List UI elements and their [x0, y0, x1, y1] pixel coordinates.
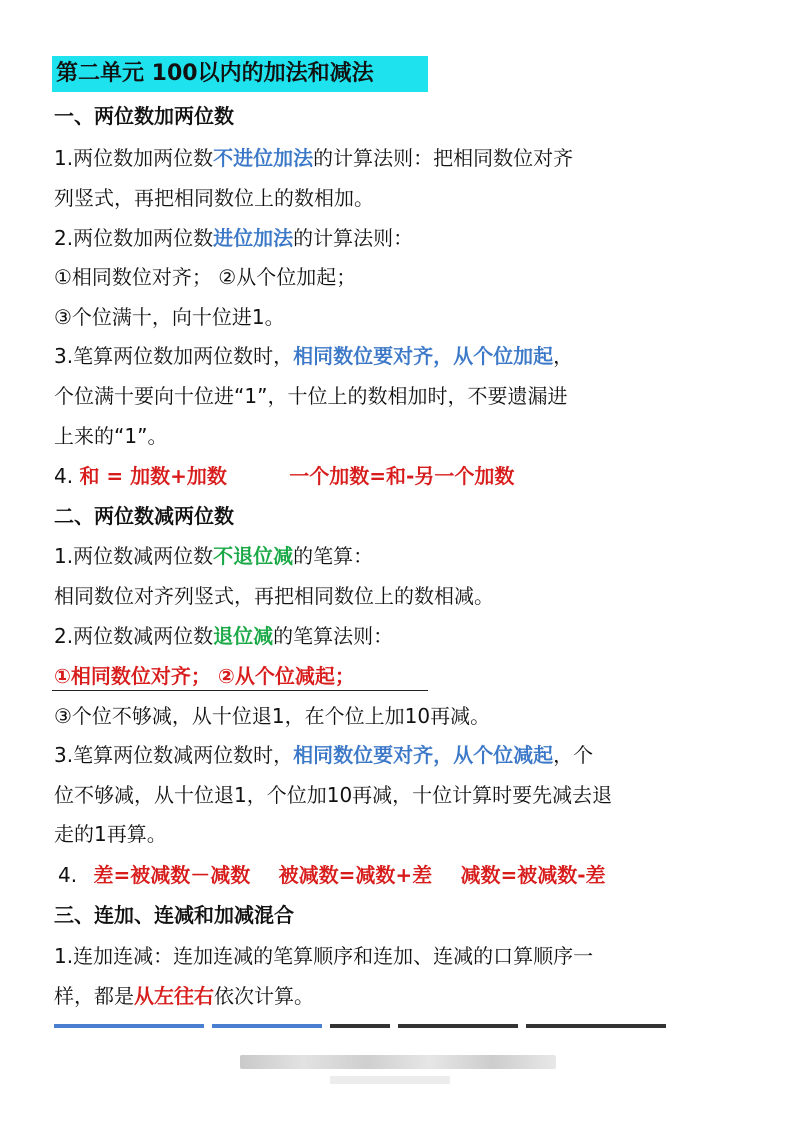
s1-line-1 [54, 144, 573, 172]
s1-line-4: ①相同数位对齐； ②从个位加起； [54, 265, 357, 289]
s2-line-2: 相同数位对齐列竖式，再把相同数位上的数相减。 [54, 584, 494, 608]
text: 1.两位数加两位数 [54, 146, 214, 170]
text: 2.两位数加两位数 [54, 226, 214, 250]
s1-line-8: 上来的“1”。 [54, 424, 168, 448]
s2-line-4: ①相同数位对齐； ②从个位减起； [54, 664, 355, 688]
s1-line-5: ③个位满十，向十位进1。 [54, 305, 285, 329]
underline-rule [52, 690, 428, 691]
text: ， [553, 344, 574, 368]
blurred-footer [240, 1055, 556, 1069]
text: 3.笔算两位数减两位数时， [54, 743, 294, 767]
s1-line-7: 个位满十要向十位进“1”，十位上的数相加时，不要遗漏进 [54, 384, 568, 408]
highlight-term: 进位加法 [213, 226, 294, 250]
s2-line-1 [54, 542, 373, 570]
s1-line-2: 列竖式，再把相同数位上的数相加。 [54, 186, 374, 210]
section-heading-3: 三、连加、连减和加减混合 [54, 903, 294, 927]
text: 样，都是 [54, 984, 134, 1008]
s1-line-6 [54, 342, 573, 370]
highlight-term: 不退位减 [213, 544, 294, 568]
text: 依次计算。 [214, 984, 314, 1008]
highlight-term: 从个位加起 [453, 344, 554, 368]
formula-minuend: 被减数=减数+差 [278, 863, 433, 887]
text: 3.笔算两位数加两位数时， [54, 344, 294, 368]
page-title: 第二单元 100以内的加法和减法 [56, 61, 374, 86]
text: 的笔算法则： [273, 624, 394, 648]
text: 1.两位数减两位数 [54, 544, 214, 568]
section-heading-1: 一、两位数加两位数 [54, 104, 234, 128]
formula-difference: 差=被减数－减数 [93, 863, 251, 887]
highlight-term: 从个位减起 [453, 743, 554, 767]
s3-line-2 [54, 982, 314, 1010]
s3-line-1: 1.连加连减：连加连减的笔算顺序和连加、连减的口算顺序一 [54, 944, 594, 968]
text: 的计算法则：把相同数位对齐 [313, 146, 574, 170]
highlight-term: 相同数位要对齐 [293, 743, 434, 767]
text: 4. [54, 464, 74, 488]
s2-formula-line [58, 861, 606, 889]
highlight-term: 退位减 [213, 624, 274, 648]
text: 4. [58, 863, 78, 887]
text: 的笔算： [293, 544, 374, 568]
s1-formula-line [54, 462, 514, 490]
s2-line-5: ③个位不够减，从十位退1，在个位上加10再减。 [54, 704, 491, 728]
s1-line-3 [54, 224, 413, 252]
blurred-footer-sub [330, 1076, 450, 1084]
s2-line-8: 走的1再算。 [54, 822, 167, 846]
text: 的计算法则： [293, 226, 414, 250]
formula-addend: 一个加数=和-另一个加数 [289, 464, 515, 488]
clipped-text-row [54, 1024, 744, 1034]
formula-subtrahend: 减数=被减数-差 [460, 863, 606, 887]
highlight-term: 相同数位要对齐 [293, 344, 434, 368]
highlight-term: 从左往右 [134, 984, 214, 1008]
formula-sum: 和 = 加数+加数 [79, 464, 227, 488]
text: ，个 [553, 743, 594, 767]
text: 2.两位数减两位数 [54, 624, 214, 648]
s2-line-7: 位不够减，从十位退1，个位加10再减，十位计算时要先减去退 [54, 783, 613, 807]
s2-line-6 [54, 741, 593, 769]
text: ， [433, 344, 454, 368]
section-heading-2: 二、两位数减两位数 [54, 504, 234, 528]
highlight-term: 不进位加法 [213, 146, 314, 170]
s2-line-3 [54, 622, 393, 650]
text: ， [433, 743, 454, 767]
